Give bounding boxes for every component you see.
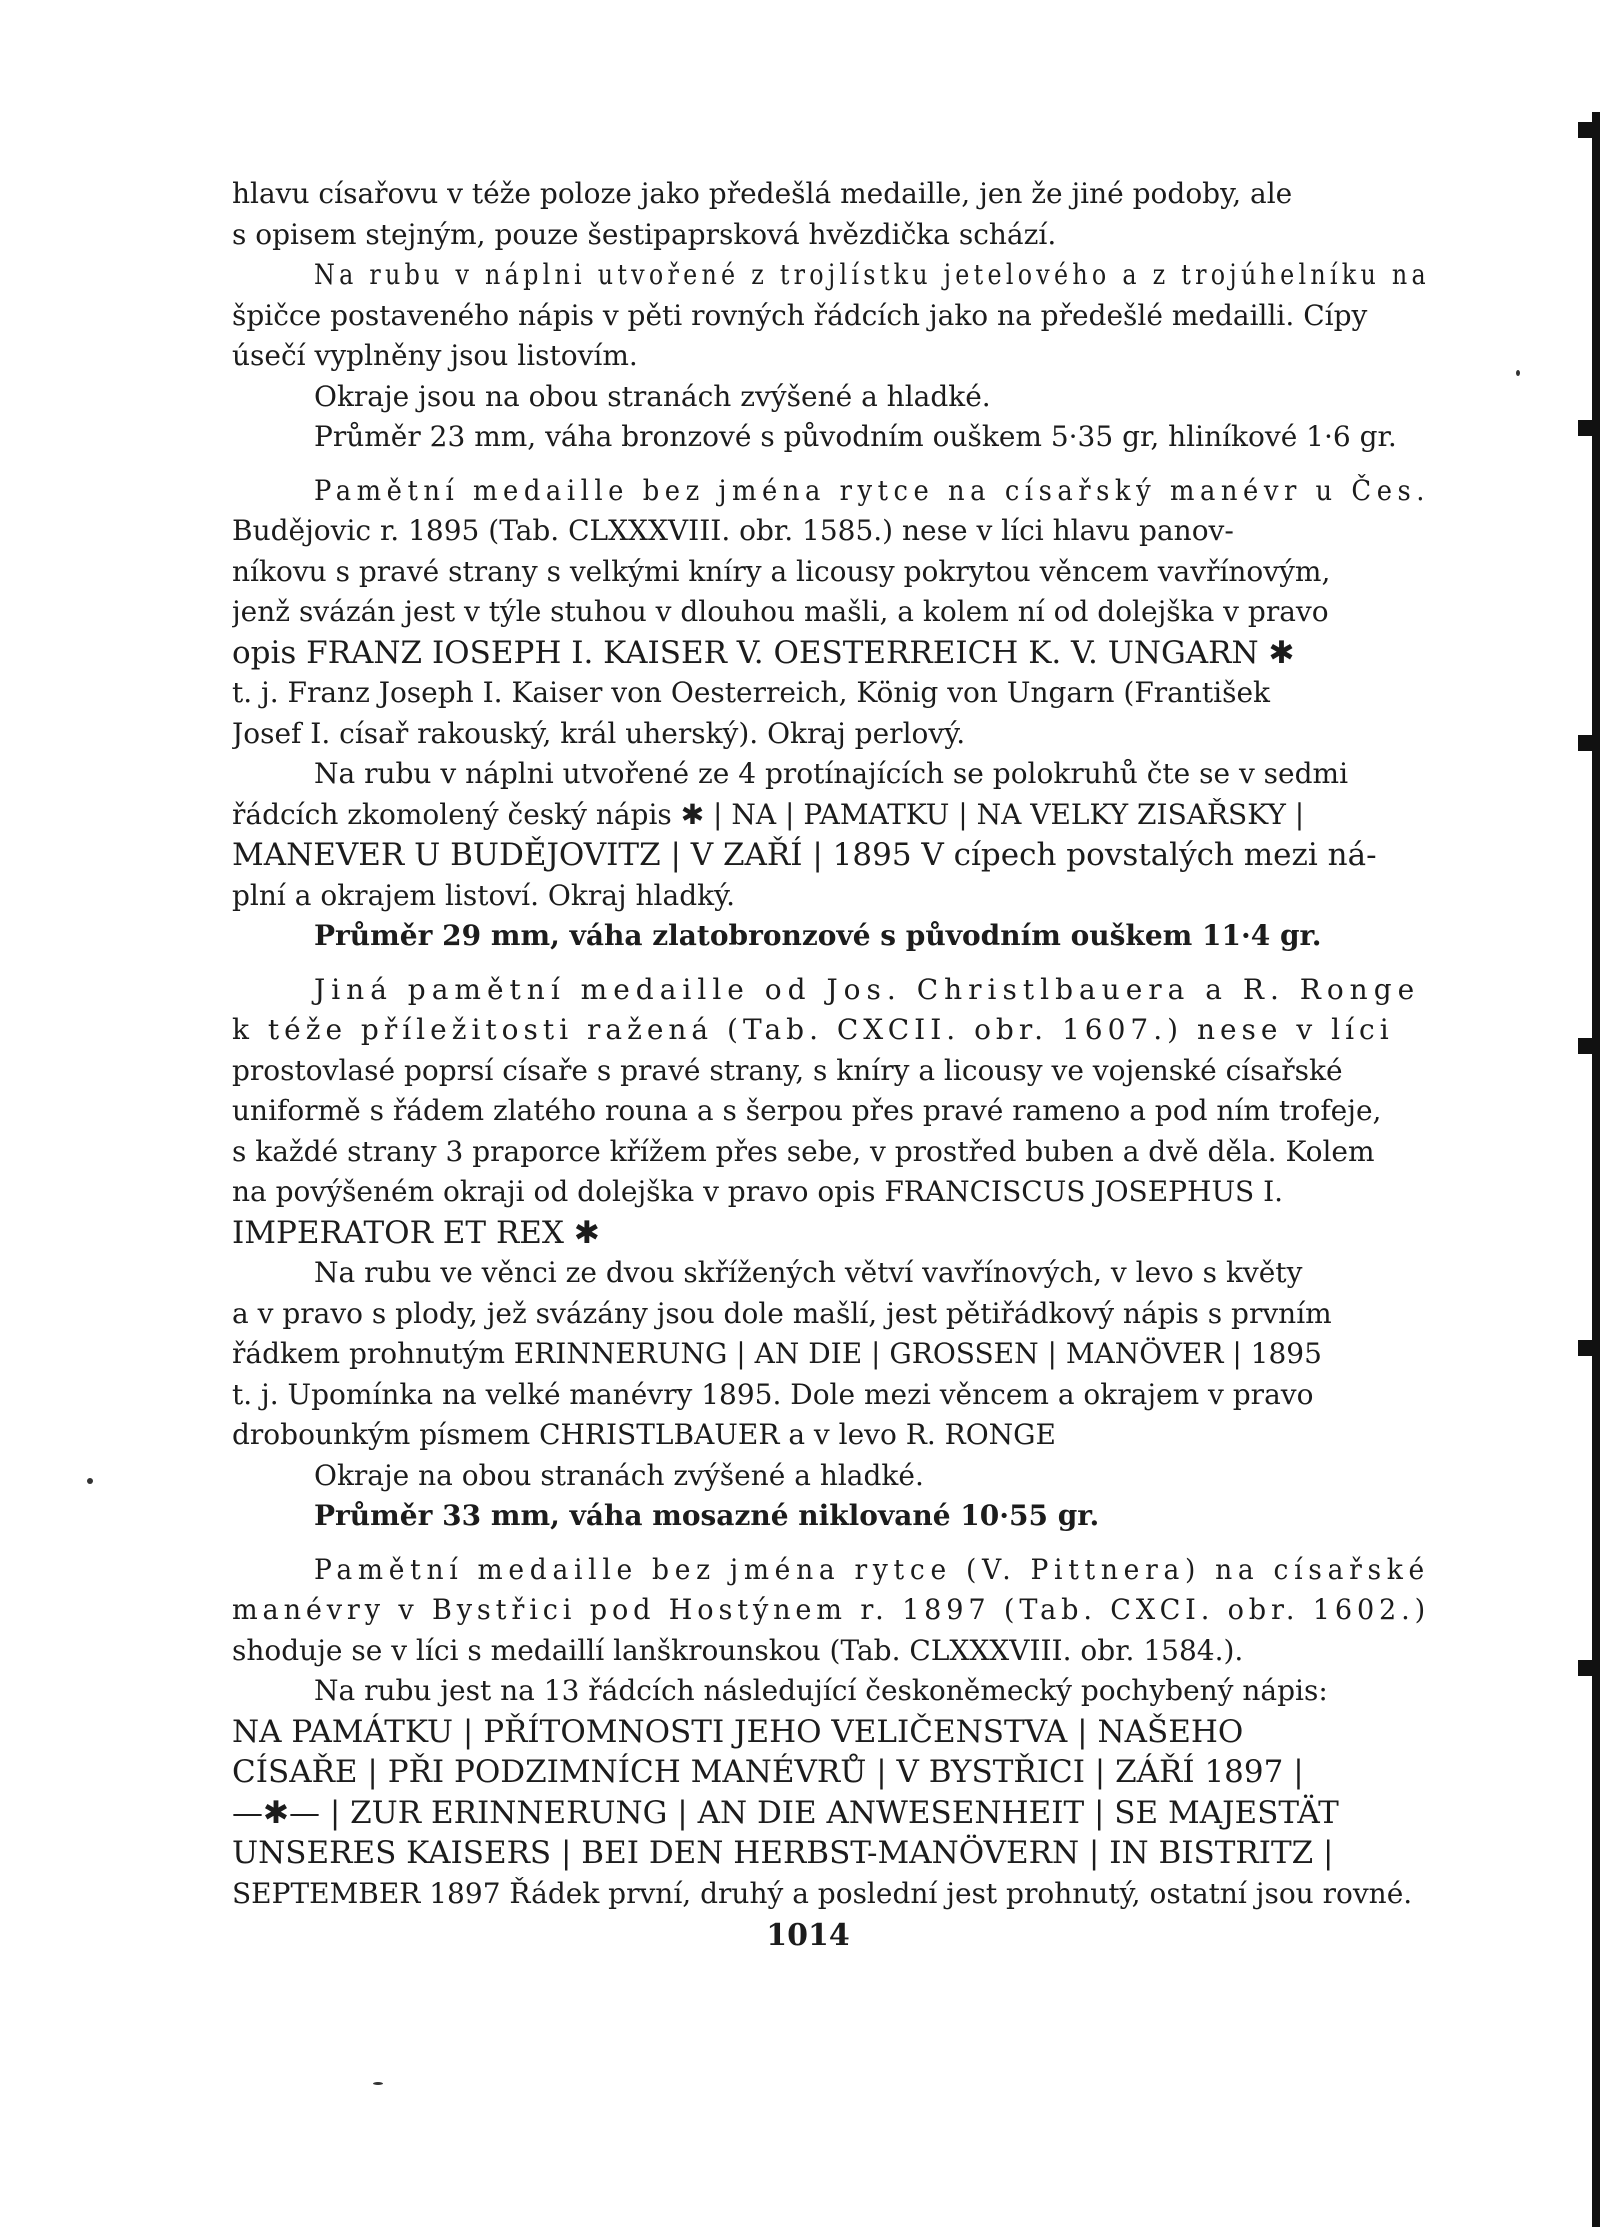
- page-edge-mark: [1578, 420, 1598, 436]
- entry-heading-line: Jiná pamětní medaille od Jos. Christlbauera a R. Ronge: [314, 972, 1421, 1006]
- text-line: UNSERES KAISERS | BEI DEN HERBST-MANÖVERN | IN BISTRITZ |: [232, 1835, 1334, 1871]
- paragraph: [232, 174, 1430, 255]
- paragraph: [232, 471, 1430, 755]
- text-line: Průměr 29 mm, váha zlatobronzové s původním ouškem 11·4 gr.: [314, 919, 1322, 952]
- entry-heading-line: manévry v Bystřici pod Hostýnem r. 1897 (Tab. CXCI. obr. 1602.): [232, 1593, 1430, 1626]
- entry-heading-line: Pamětní medaille bez jména rytce (V. Pittnera) na císařské: [314, 1552, 1430, 1586]
- text-line: CÍSAŘE | PŘI PODZIMNÍCH MANÉVRŮ | V BYSTŘICI | ZÁŘÍ 1897 |: [232, 1754, 1304, 1790]
- page-edge-mark: [1578, 122, 1598, 138]
- text-line: Josef I. císař rakouský, král uherský). Okraj perlový.: [232, 716, 966, 750]
- paragraph: [232, 417, 1430, 458]
- text-line: Okraje na obou stranách zvýšené a hladké.: [314, 1458, 924, 1492]
- text-line: Budějovic r. 1895 (Tab. CLXXXVIII. obr. 1585.) nese v líci hlavu panov-: [232, 514, 1234, 547]
- text-line: Na rubu v náplni utvořené ze 4 protínajících se polokruhů čte se v sedmi: [314, 757, 1349, 790]
- dust-speck: [373, 2082, 383, 2085]
- text-line: s každé strany 3 praporce křížem přes sebe, v prostřed buben a dvě děla. Kolem: [232, 1134, 1375, 1168]
- text-line: NA PAMÁTKU | PŘÍTOMNOSTI JEHO VELIČENSTVA | NAŠEHO: [232, 1713, 1244, 1750]
- text-line: prostovlasé poprsí císaře s pravé strany, s kníry a licousy ve vojenské císařské: [232, 1053, 1343, 1087]
- page-edge-mark: [1578, 735, 1598, 751]
- text-line: MANEVER U BUDĚJOVITZ | V ZAŘÍ | 1895 V cípech povstalých mezi ná-: [232, 837, 1377, 873]
- text-line: Na rubu ve věnci ze dvou skřížených větví vavřínových, v levo s květy: [314, 1256, 1303, 1289]
- text-line: t. j. Franz Joseph I. Kaiser von Oesterreich, König von Ungarn (František: [232, 676, 1270, 709]
- text-line: a v pravo s plody, jež svázány jsou dole mašlí, jest pětiřádkový nápis s prvním: [232, 1296, 1332, 1330]
- dust-speck: [1516, 370, 1520, 376]
- text-line: Na rubu v náplni utvořené z trojlístku jetelového a z trojúhelníku na: [314, 258, 1430, 291]
- paragraph: [232, 1253, 1430, 1456]
- text-line: SEPTEMBER 1897 Řádek první, druhý a poslední jest prohnutý, ostatní jsou rovné.: [232, 1876, 1413, 1910]
- text-line: hlavu císařovu v téže poloze jako předešlá medaille, jen že jiné podoby, ale: [232, 177, 1293, 210]
- document-body: [232, 174, 1430, 1914]
- text-line: plní a okrajem listoví. Okraj hladký.: [232, 878, 736, 912]
- text-line: t. j. Upomínka na velké manévry 1895. Dole mezi věncem a okrajem v pravo: [232, 1377, 1314, 1411]
- paragraph: [232, 255, 1430, 377]
- paragraph: [232, 1496, 1430, 1537]
- text-line: řádkem prohnutým ERINNERUNG | AN DIE | GROSSEN | MANÖVER | 1895: [232, 1337, 1322, 1370]
- paragraph: [232, 754, 1430, 916]
- text-line: —✱— | ZUR ERINNERUNG | AN DIE ANWESENHEIT | SE MAJESTÄT: [232, 1794, 1339, 1831]
- text-line: Průměr 23 mm, váha bronzové s původním ouškem 5·35 gr, hliníkové 1·6 gr.: [314, 420, 1397, 453]
- paragraph: [232, 1671, 1430, 1914]
- text-line: Okraje jsou na obou stranách zvýšené a hladké.: [314, 379, 991, 413]
- text-line: shoduje se v líci s medaillí lanškrounskou (Tab. CLXXXVIII. obr. 1584.).: [232, 1633, 1244, 1667]
- paragraph: [232, 1550, 1430, 1672]
- text-line: Na rubu jest na 13 řádcích následující českoněmecký pochybený nápis:: [314, 1674, 1328, 1707]
- page-edge-mark: [1578, 1660, 1598, 1676]
- entry-heading-line: Pamětní medaille bez jména rytce na císařský manévr u Čes.: [314, 473, 1430, 507]
- text-line: jenž svázán jest v týle stuhou v dlouhou mašli, a kolem ní od dolejška v pravo: [232, 595, 1329, 628]
- paragraph: [232, 377, 1430, 418]
- paragraph: [232, 1456, 1430, 1497]
- text-line: špičce postaveného nápis v pěti rovných řádcích jako na předešlé medailli. Cípy: [232, 298, 1368, 332]
- page-number: 1014: [766, 1918, 850, 1953]
- text-line: s opisem stejným, pouze šestipaprsková hvězdička schází.: [232, 217, 1057, 251]
- text-line: drobounkým písmem CHRISTLBAUER a v levo R. RONGE: [232, 1418, 1056, 1451]
- text-line: na povýšeném okraji od dolejška v pravo opis FRANCISCUS JOSEPHUS I.: [232, 1175, 1284, 1208]
- paragraph: [232, 970, 1430, 1254]
- page-edge-mark: [1578, 1340, 1598, 1356]
- text-line: opis FRANZ IOSEPH I. KAISER V. OESTERREICH K. V. UNGARN ✱: [232, 634, 1295, 671]
- text-line: níkovu s pravé strany s velkými kníry a licousy pokrytou věncem vavřínovým,: [232, 554, 1331, 588]
- entry-heading-line: k téže příležitosti ražená (Tab. CXCII. obr. 1607.) nese v líci: [232, 1013, 1394, 1046]
- dust-speck: [87, 1478, 93, 1484]
- paragraph: [232, 916, 1430, 957]
- text-line: řádcích zkomolený český nápis ✱ | NA | PAMATKU | NA VELKY ZISAŘSKY |: [232, 797, 1305, 831]
- text-line: úsečí vyplněny jsou listovím.: [232, 339, 638, 372]
- page-edge-mark: [1578, 1038, 1598, 1054]
- text-line: uniformě s řádem zlatého rouna a s šerpou přes pravé rameno a pod ním trofeje,: [232, 1094, 1382, 1127]
- text-line: Průměr 33 mm, váha mosazné niklované 10·55 gr.: [314, 1499, 1100, 1532]
- text-line: IMPERATOR ET REX ✱: [232, 1214, 600, 1251]
